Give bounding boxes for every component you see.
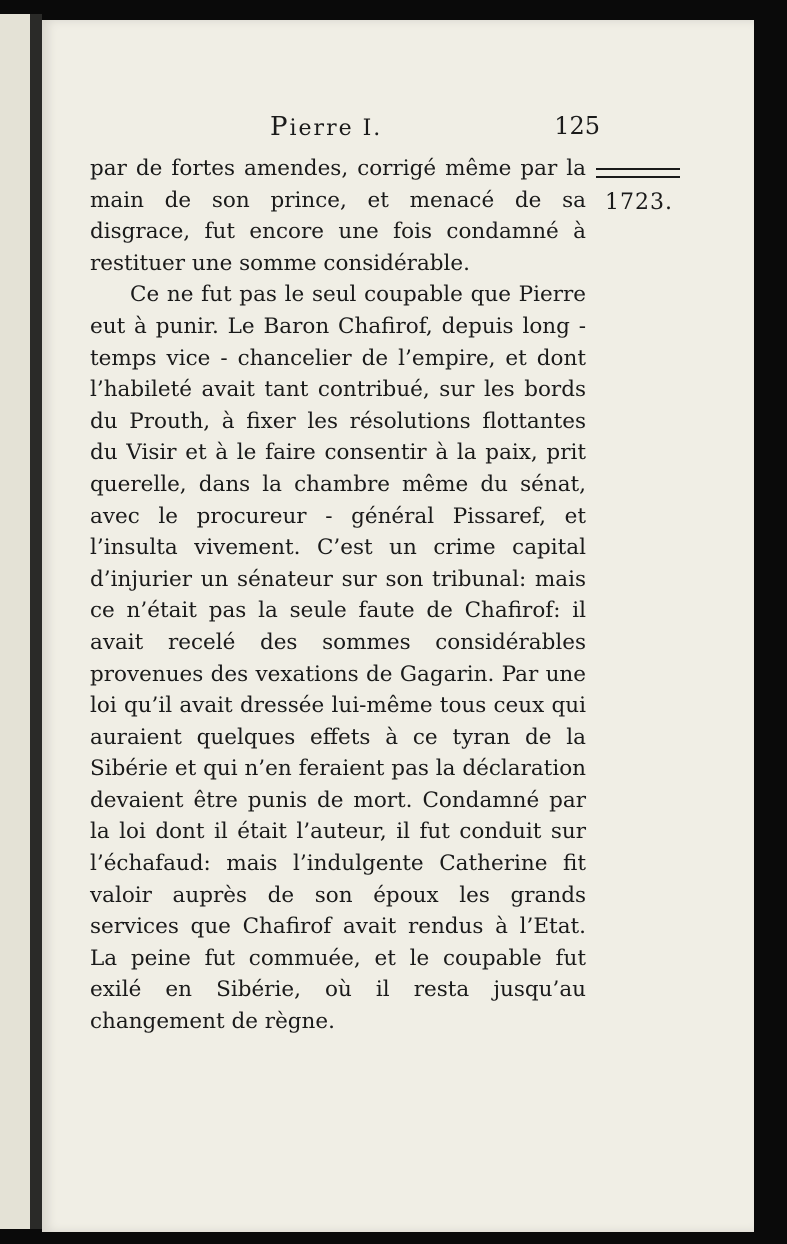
paragraph: Ce ne fut pas le seul coupable que Pierre eut à punir. Le Baron Chafirof, depuis long - temps vice - chancelier de l’empire, et dont l’habileté avait tant contribué, sur les bords du Prouth, à fixer les résolutions flottantes du Visir et à le faire consentir à la paix, prit querelle, dans la chambre même du sénat, avec le procureur - général Pissaref, et l’insulta vivement. C’est un crime capital d’injurier un sénateur sur son tribunal: mais ce n’était pas la seule faute de Chafirof: il avait recelé des sommes considérables provenues des vexations de Gagarin. Par une loi qu’il avait dressée lui-même tous ceux qui auraient quelques effets à ce tyran de la Sibérie et qui n’en feraient pas la déclaration devaient être punis de mort. Condamné par la loi dont il était l’auteur, il fut conduit sur l’échafaud: mais l’indulgente Catherine fit valoir auprès de son époux les grands services que Chafirof avait rendus à l’Etat. La peine fut commuée, et le coupable fut exilé en Sibérie, où il resta jusqu’au changement de règne. xyxy=(90,282,586,1035)
paragraph: par de fortes amendes, corrigé même par la main de son prince, et menacé de sa disgrace, fut encore une fois condamné à restituer une somme considérable. xyxy=(90,156,586,276)
page-header xyxy=(270,112,600,142)
adjacent-page-edge xyxy=(0,14,30,1229)
book-gutter xyxy=(30,14,42,1229)
running-title: Pierre I. xyxy=(270,112,383,142)
margin-rule xyxy=(596,168,680,178)
page-number: 125 xyxy=(554,112,600,140)
margin-year: 1723. xyxy=(605,190,673,215)
page-right-edge xyxy=(754,20,787,1232)
body-text xyxy=(90,153,586,1038)
